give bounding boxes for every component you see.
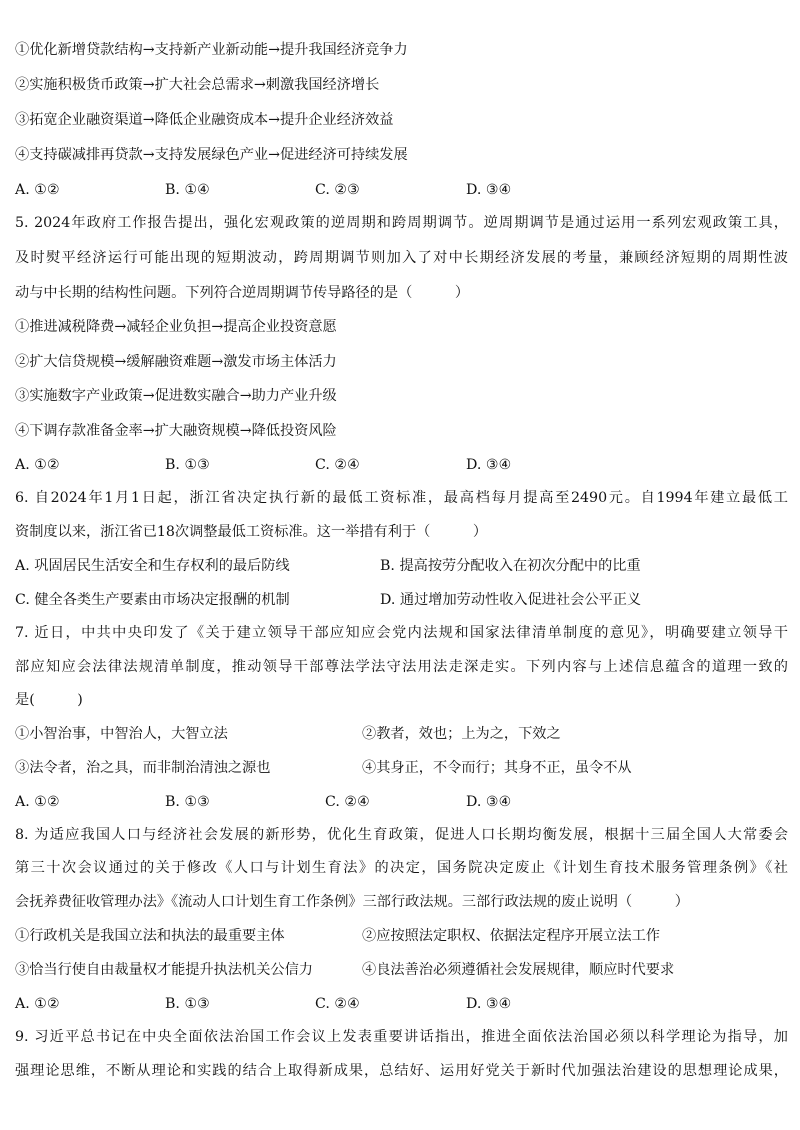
q8-option-b: B. ①③: [165, 996, 210, 1012]
q8-stem-line-2: 第三十次会议通过的关于修改《人口与计划生育法》的决定，国务院决定废止《计划生育技术服务管理条例》《社: [15, 860, 788, 876]
q5-stem-line-3: 动与中长期的结构性问题。下列符合逆周期调节传导路径的是（ ）: [15, 285, 470, 301]
q7-option-b: B. ①③: [165, 794, 210, 810]
q6-option-d: D. 通过增加劳动性收入促进社会公平正义: [380, 592, 642, 608]
q8-item-4: ④良法善治必须遵循社会发展规律，顺应时代要求: [362, 962, 675, 978]
q6-option-a: A. 巩固居民生活安全和生存权利的最后防线: [15, 558, 290, 574]
q5-option-d: D. ③④: [466, 457, 512, 473]
q5-option-a: A. ①②: [15, 457, 60, 473]
q8-stem-line-3: 会抚养费征收管理办法》《流动人口计划生育工作条例》三部行政法规。三部行政法规的废止说明（ ）: [15, 894, 689, 910]
q7-option-c: C. ②④: [325, 794, 370, 810]
q4-option-d: D. ③④: [466, 182, 512, 198]
q5-item-3: ③实施数字产业政策→促进数实融合→助力产业升级: [15, 388, 337, 404]
q4-option-b: B. ①④: [165, 182, 210, 198]
q4-option-c: C. ②③: [315, 182, 360, 198]
q5-option-b: B. ①③: [165, 457, 210, 473]
q4-item-1: ①优化新增贷款结构→支持新产业新动能→提升我国经济竞争力: [15, 42, 408, 58]
q9-stem-line-2: 强理论思维，不断从理论和实践的结合上取得新成果，总结好、运用好党关于新时代加强法治建设的思想理论成果，: [15, 1063, 788, 1079]
q5-stem-line-1: 5. 2024年政府工作报告提出，强化宏观政策的逆周期和跨周期调节。逆周期调节是通过运用一系列宏观政策工具，: [15, 215, 788, 231]
q8-stem-line-1: 8. 为适应我国人口与经济社会发展的新形势，优化生育政策，促进人口长期均衡发展，根据十三届全国人大常委会: [15, 827, 788, 843]
q7-item-2: ②教者，效也；上为之，下效之: [362, 726, 561, 742]
q9-stem-line-1: 9. 习近平总书记在中央全面依法治国工作会议上发表重要讲话指出，推进全面依法治国必须以科学理论为指导，加: [15, 1029, 788, 1045]
q8-item-1: ①行政机关是我国立法和执法的最重要主体: [15, 928, 285, 944]
q5-stem-line-2: 及时熨平经济运行可能出现的短期波动，跨周期调节则加入了对中长期经济发展的考量，兼顾经济短期的周期性波: [15, 250, 788, 266]
q7-item-1: ①小智治事，中智治人，大智立法: [15, 726, 228, 742]
q6-stem-line-1: 6. 自2024年1月1日起，浙江省决定执行新的最低工资标准，最高档每月提高至2490元。自1994年建立最低工: [15, 490, 788, 506]
q8-option-a: A. ①②: [15, 996, 60, 1012]
q8-item-2: ②应按照法定职权、依据法定程序开展立法工作: [362, 928, 660, 944]
q5-option-c: C. ②④: [315, 457, 360, 473]
q7-item-4: ④其身正，不令而行；其身不正，虽令不从: [362, 760, 632, 776]
q5-item-2: ②扩大信贷规模→缓解融资难题→激发市场主体活力: [15, 354, 337, 370]
q4-option-a: A. ①②: [15, 182, 60, 198]
q8-item-3: ③恰当行使自由裁量权才能提升执法机关公信力: [15, 962, 313, 978]
q5-item-1: ①推进减税降费→减轻企业负担→提高企业投资意愿: [15, 319, 337, 335]
q7-stem-line-1: 7. 近日，中共中央印发了《关于建立领导干部应知应会党内法规和国家法律清单制度的意见》，明确要建立领导干: [15, 625, 788, 641]
q4-item-2: ②实施积极货币政策→扩大社会总需求→刺激我国经济增长: [15, 77, 380, 93]
q6-option-c: C. 健全各类生产要素由市场决定报酬的机制: [15, 592, 290, 608]
q6-option-b: B. 提高按劳分配收入在初次分配中的比重: [380, 558, 641, 574]
q4-item-4: ④支持碳减排再贷款→支持发展绿色产业→促进经济可持续发展: [15, 147, 408, 163]
q7-option-d: D. ③④: [466, 794, 512, 810]
q8-option-c: C. ②④: [315, 996, 360, 1012]
q6-stem-line-2: 资制度以来，浙江省已18次调整最低工资标准。这一举措有利于（ ）: [15, 524, 488, 540]
q4-item-3: ③拓宽企业融资渠道→降低企业融资成本→提升企业经济效益: [15, 112, 394, 128]
q7-item-3: ③法令者，治之具，而非制治清浊之源也: [15, 760, 271, 776]
q7-stem-line-3: 是( ): [15, 692, 83, 708]
q8-option-d: D. ③④: [466, 996, 512, 1012]
q5-item-4: ④下调存款准备金率→扩大融资规模→降低投资风险: [15, 423, 337, 439]
q7-stem-line-2: 部应知应会法律法规清单制度，推动领导干部尊法学法守法用法走深走实。下列内容与上述信息蕴含的道理一致的: [15, 659, 788, 675]
q7-option-a: A. ①②: [15, 794, 60, 810]
